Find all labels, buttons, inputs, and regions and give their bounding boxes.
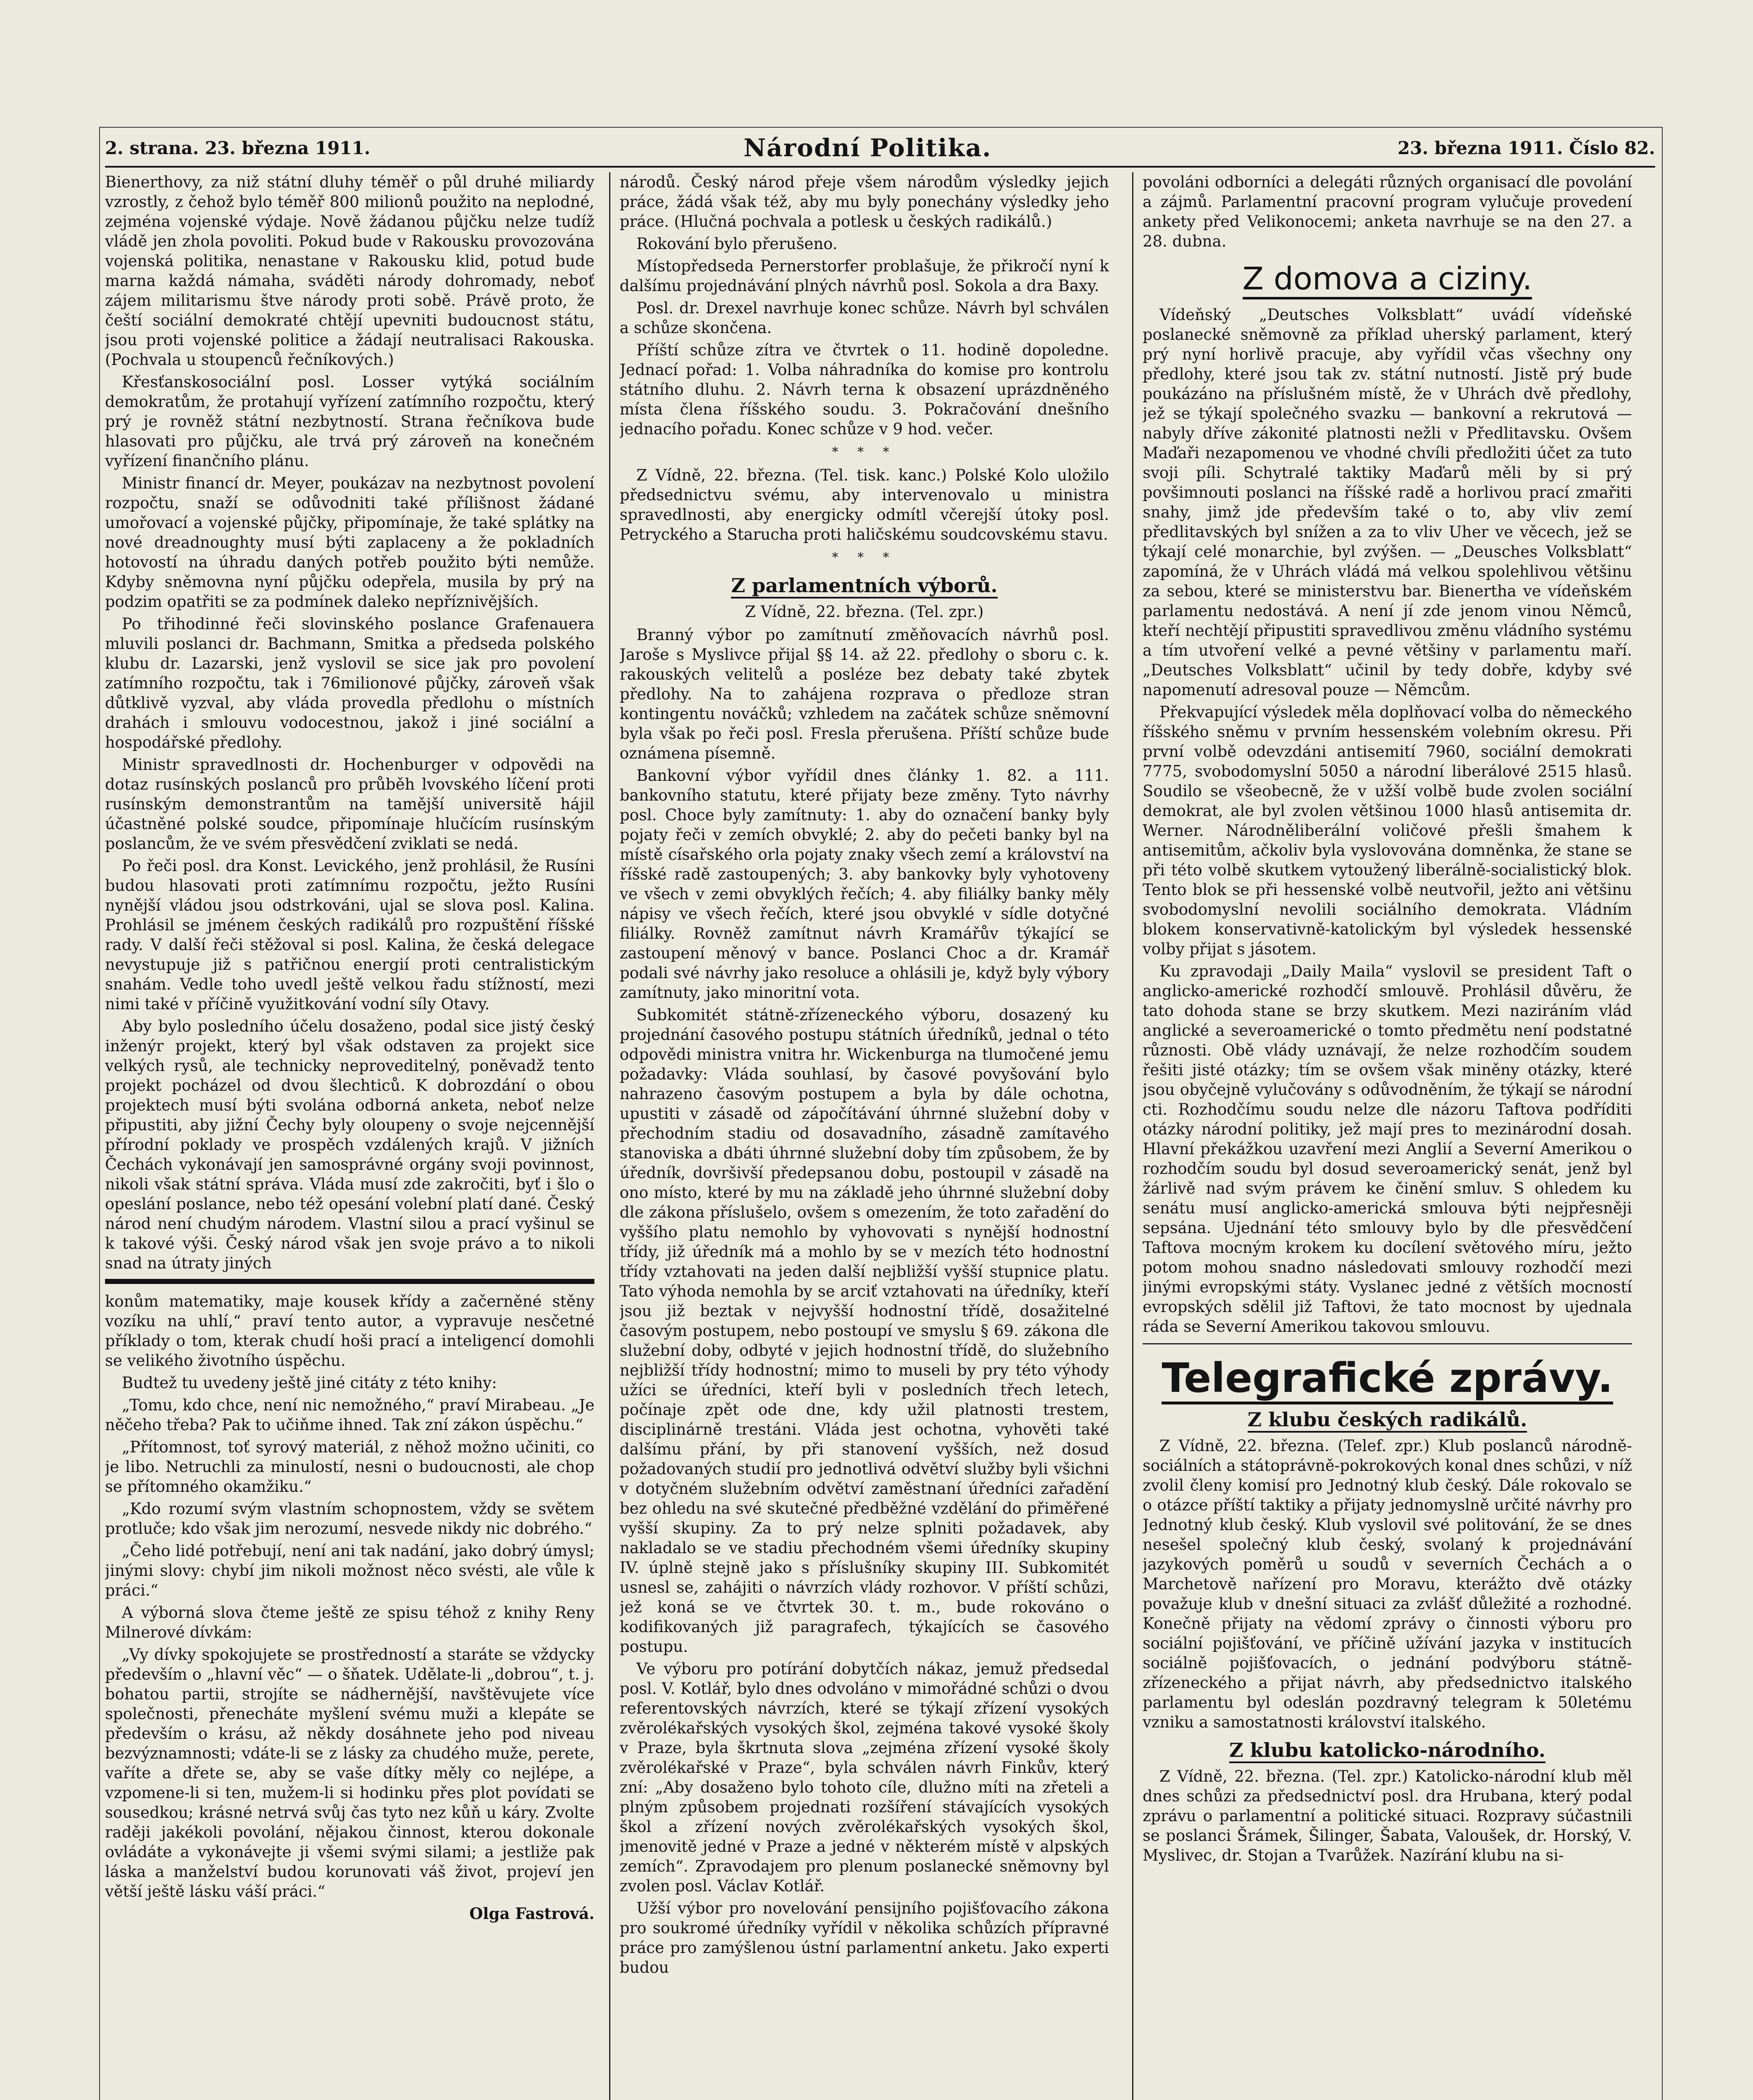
section-divider — [1143, 1343, 1632, 1344]
feuilleton-paragraph: „Vy dívky spokojujete se prostředností a staráte se vždycky především o „hlavní věc“ — o šňatek. Udělate-li „dobrou“, t. j. bohatou partii, strojíte se nádhernější, navštěvujete více společnosti, přenecháte myšlení svému muži a klepáte se především o krásu, až někdy dosáhnete jeho pod niveau bezvýznamnosti; vdáte-li se z lásky za chudého muže, perete, vaříte a dřete se, aby se vaše dítky měly co nejlépe, a vzpomene-li si ten, mužem-li si hodinku přes plot povídati se sousedkou; krásné netrvá svůj čas tyto nez kůň u káry. Zvolte raději jakékoli povolání, nějakou činnost, kterou dokonale ovládáte a vykonávejte ji všemi svými silami; a jestliže pak láska a manželství budou korunovati váš život, projeví jen větší ještě lásku váší práci.“ — [105, 1646, 594, 1900]
paragraph: Subkomitét státně-zřízeneckého výboru, dosazený ku projednání časového postupu státních úředníků, jednal o této odpovědi ministra vnitra hr. Wickenburga na tlumočené jemu požadavky: Vláda souhlasí, by časové povyšování bylo nahrazeno časovým postupem a byla by dále ochotna, upustiti v zásadě od zápočítávání úhrnné služební doby v přechodním stadiu od dosavadního, zásadně zamítavého stanoviska a dbáti úhrnné služební doby tím způsobem, že by úředník, dovršivší předepsanou dobu, postoupil v zásadě na ono místo, které by mu na základě jeho úhrnné služební doby dle zákona příslušelo, ovšem s omezením, že toto zařadění do vyššího platu nemohlo by vyhovovati s nynější hodnostní třídy, již úředník má a mohlo by se v mezích této hodnostní třídy vztahovati na jeden další nejbližší vyšší stupnice platu. Tato výhoda nemohla by se arciť vztahovati na úředníky, kteří jsou již beztak v nejvyšší hodnostní třídě, dosažitelné časovým postupem, nebo postoupí ve smyslu § 69. zákona dle služební doby, odbyté v jejich hodnostní třídě, do služebního nejbližší třídy hodnostní; mimo to museli by pry této výhody užíci se úředníci, kteří byli v posledních třech letech, počínaje zpět ode dne, kdy užil platnosti trestem, disciplinárně trestáni. Vláda jest ochotna, vyhověti také dalšímu přání, by při stanovení vyšších, než dosud požadovaných studií pro jednotlivá odvětví služby byli všichni v dotyčném služebním odvětví zaměstnaní úředníci zařadění bez ohledu na své skutečné předběžné vzdělání do přiměřené vyšší skupiny. Za to prý nelze splniti požadavek, aby nakladalo se ve stadiu přechodném všemi úředníky skupiny IV. úplně stejně jako s příslušníky skupiny III. Subkomitét usnesl se, zahájiti o návrzích vlády rozhovor. V příští schůzi, jež koná se ve čtvrtek 30. t. m., bude rokováno o kodifikovaných již paragrafech, týkajících se časového postupu. — [620, 1006, 1109, 1656]
section-heading-telegraph — [1143, 1354, 1632, 1402]
paragraph: Užší výbor pro novelování pensijního pojišťovacího zákona pro soukromé úředníky vyřídil v několika schůzích přípravné práce pro zamýšlenou ústní parlamentní anketu. Jako experti budou — [620, 1899, 1109, 1977]
paragraph: Bienerthovy, za niž státní dluhy téměř o půl druhé miliardy vzrostly, z čehož bylo téměř 800 milionů použito na neplodné, zejména vojenské výdaje. Nově žádanou půjčku nelze tudíž vládě jen zhola povoliti. Pokud bude v Rakousku provozována vojenská politika, nenastane v Rakousku klid, potud bude marna každá námaha, sváděti národy dohromady, neboť zájem militarismu štve národy proti sobě. Právě proto, že čeští sociální demokraté chtějí upevniti budoucnost státu, jsou proti vojenské politice a žádají neutralisaci Rakouska. (Pochvala u stoupenců řečníkových.) — [105, 173, 594, 369]
paragraph: národů. Český národ přeje všem národům výsledky jejich práce, žádá však též, aby mu byly ponechány výsledky jeho práce. (Hlučná pochvala a potlesk u českých radikálů.) — [620, 173, 1109, 231]
dateline: Z Vídně, 22. března. (Tel. zpr.) — [745, 603, 984, 621]
paragraph: Aby bylo posledního účelu dosaženo, podal sice jistý český inženýr projekt, který byl však odstaven za projekt sice velkých rysů, ale technicky neproveditelný, poněvadž tento projekt pocházel od dvou šlechticů. K dobrozdání o obou projektech musí býti svolána odborná anketa, neboť nelze připustiti, aby jižní Čechy byly oloupeny o svoje nejcennější přírodní poklady ve prospěch vzdálených krajů. V jižních Čechách vykonávají jen samosprávné orgány svoji povinnost, nikoli však státní správa. Vláda musí zde zakročiti, byť i šlo o opeslání poslance, nebo též opesání volební platí dané. Český národ není chudým národem. Vlastní silou a prací vyšinul se k takové výši. Český národ však jen svoje právo a to nikoli snad na útraty jiných — [105, 1017, 594, 1272]
paragraph: Rokování bylo přerušeno. — [636, 235, 838, 253]
feuilleton-paragraph: „Přítomnost, toť syrový materiál, z něhož možno učiniti, co je libo. Netruchli za minulostí, nesni o budoucnosti, ale chop se přítomného okamžiku.“ — [105, 1438, 594, 1496]
header-rule — [105, 166, 1655, 168]
feuilleton-paragraph: „Kdo rozumí svým vlastním schopnostem, vždy se světem protluče; kdo však jim nerozumí, nesvede nikdy nic dobrého.“ — [105, 1500, 594, 1538]
paragraph: Příští schůze zítra ve čtvrtek o 11. hodině dopoledne. Jednací pořad: 1. Volba náhradníka do komise pro kontrolu státního dluhu. 2. Návrh terna k obsazení uprázdněného místa člena říšského soudu. 3. Pokračování dnešního jednacího pořadu. Konec schůze v 9 hod. večer. — [620, 341, 1109, 438]
column-rule-2 — [1132, 172, 1133, 2100]
section-heading — [620, 572, 1109, 598]
feuilleton-paragraph: konům matematiky, maje kousek křídy a začerněné stěny vozíku na uhlí,“ praví tento autor, a vypravuje nesčetné příklady o tom, kterak chudí hoši prací a inteligencí domohli se velikého životního úspěchu. — [105, 1292, 594, 1370]
section-heading-domestic — [1143, 259, 1632, 299]
paragraph: povoláni odborníci a delegáti různých organisací dle povolání a zájmů. Parlamentní pracovní program vylučuje provedení ankety před Velikonocemi; anketa navrhuje se na den 27. a 28. dubna. — [1143, 173, 1632, 250]
feuilleton-paragraph: A výborná slova čteme ještě ze spisu téhož z knihy Reny Milnerové dívkám: — [105, 1604, 594, 1641]
feuilleton-paragraph: „Tomu, kdo chce, není nic nemožného,“ praví Mirabeau. „Je něčeho třeba? Pak to učiňme ihned. Tak zní zákon úspěchu.“ — [105, 1396, 594, 1434]
subheading — [1143, 1737, 1632, 1763]
paragraph: Branný výbor po zamítnutí změňovacích návrhů posl. Jaroše s Myslivce přijal §§ 14. až 22. předlohy o sboru c. k. rakouských velitelů a posléze bez debaty také zbytek předlohy. Na to zahájena rozprava o předloze stran kontingentu nováčků; vzhledem na začátek schůze sněmovní byla však po řeči posl. Fresla přerušena. Příští schůze bude oznámena písemně. — [620, 626, 1109, 762]
masthead-title: Národní Politika. — [744, 134, 992, 162]
section-stars: * * * — [832, 550, 897, 565]
paragraph: Po třihodinné řeči slovinského poslance Grafenauera mluvili poslanci dr. Bachmann, Smitka a předseda polského klubu dr. Lazarski, jenž vyslovil se sice jak pro povolení zatímního rozpočtu, tak i 76milionové půjčky, zároveň však důtklivě vyzval, aby vláda provedla předlohu o místních drahách i smlouvu vodocestnou, jakož i jiné sociální a hospodářské předlohy. — [105, 615, 594, 751]
column-2 — [620, 172, 1109, 2100]
feuilleton-paragraph: „Čeho lidé potřebují, není ani tak nadání, jako dobrý úmysl; jinými slovy: chybí jim nikoli možnost něco svésti, ale vůle k práci.“ — [105, 1542, 594, 1599]
subheading — [1143, 1407, 1632, 1433]
paragraph: Ku zpravodaji „Daily Maila“ vyslovil se president Taft o anglicko-americké rozhodčí smlouvě. Prohlásil důvěru, že tato dohoda stane se brzy skutkem. Mezi naziráním vlád anglické a severoamerické o tomto předmětu není podstatné různosti. Obě vlády uznávají, že nelze rozhodčím soudem řešiti jisté otázky; tím se ovšem však miněny otázky, které jsou obyčejně vylučovány s odůvodněním, že týkají se národní cti. Rozhodčímu soudu nelze dle názoru Taftova podříditi otázky národní politiky, jež mají pres to mezinárodní dosah. Hlavní překážkou uzavření mezi Anglií a Severní Amerikou o rozhodčím soudu byl dosud severoamerický senát, jenž byl žárlivě nad svým právem ke činění smluv. S ohledem ku senátu musí anglicko-americká smlouva býti nejpřesněji sepsána. Ujednání této smlouvy bylo by dle přesvědčení Taftova mocným krokem ku docílení světového míru, ježto potom mohou snadno následovati smlouvy rozhodčí mezi jinými evropskými státy. Vyslanec jedné z větších mocností evropských sdělil již Taftovi, že tato mocnost by ujednala ráda se Severní Amerikou takovou smlouvu. — [1143, 962, 1632, 1336]
feuilleton-divider — [105, 1279, 594, 1284]
paragraph: Vídeňský „Deutsches Volksblatt“ uvádí vídeňské poslanecké sněmovně za příklad uherský parlament, který prý nyní horlivě pracuje, aby vyřídil včas všechny ony předlohy, které jsou tak zv. státní nutností. Jistě prý bude poukázáno na příslušném místě, že v Uhrách dvě předlohy, jež se týkají společného svazku — bankovní a rekrutová — nabyly dříve zákonité platnosti nežli v Předlitavsku. Ovšem Maďaři nezapomenou ve vhodné chvíli předložiti účet za tuto svoji píli. Schytralé taktiky Maďarů měli by si prý povšimnouti poslanci na říšské radě a horlivou prací zmařiti snahy, jimž jde především také o to, aby vliv zemí předlitavských byl snížen a za to vliv Uher ve věcech, jež se týkají celé monarchie, byl zvýšen. — „Deusches Volksblatt“ zapomíná, že v Uhrách vládá má velkou spolehlivou většinu za sebou, které se ministerstvu bar. Bienertha ve vídeňském parlamentu nedostává. A není jí zde jenom vinou Němců, kteří nechtějí připustiti spravedlivou změnu vládního systému a tím utvoření velké a pevné většiny v parlamentu maří. „Deutsches Volksblatt“ učinil by tedy dobře, kdyby své napomenutí adresoval pouze — Němcům. — [1143, 306, 1632, 699]
paragraph: Posl. dr. Drexel navrhuje konec schůze. Návrh byl schválen a schůze skončena. — [620, 299, 1109, 337]
heading-text: Z parlamentních výborů. — [731, 574, 997, 598]
page-header — [105, 134, 1655, 167]
paragraph: Křesťanskosociální posl. Losser vytýká sociálním demokratům, že protahují vyřízení zatímního rozpočtu, který prý je rovněž státní nezbytností. Strana řečníkova bude hlasovati pro půjčku, ale trvá prý zároveň na konečném vyřízení finančního plánu. — [105, 373, 594, 470]
author-signature: Olga Fastrová. — [469, 1904, 594, 1923]
paragraph: Ve výboru pro potírání dobytčích nákaz, jemuž předsedal posl. V. Kotlář, bylo dnes odvoláno v mimořádné schůzi o dvou referentovských návrzích, které se týkají zřízení vysokých zvěrolékařských vysokých škol, zejména takové vysoké školy v Praze, byla škrtnuta slova „zejména zřízení vysoké školy zvěrolékařské v Praze“, byla schválen návrh Finkův, který zní: „Aby dosaženo bylo tohoto cíle, dlužno míti na zřeteli a plným způsobem projednati rozšíření stávajících vysokých škol a zřízení nových zvěrolékařských vysokých škol, jmenovitě jedné v Praze a jedné v některém místě v alpských zemích“. Zpravodajem pro plenum poslanecké sněmovny byl zvolen posl. Václav Kotlář. — [620, 1660, 1109, 1895]
heading-text: Z domova a ciziny. — [1243, 261, 1532, 299]
column-1 — [105, 172, 594, 2100]
paragraph: Po řeči posl. dra Konst. Levického, jenž prohlásil, že Rusíni budou hlasovati proti zatímnímu rozpočtu, ježto Rusíni nynější vládou jsou odstrkováni, ujal se slova posl. Kalina. Prohlásil se jménem českých radikálů pro rozpuštění říšské rady. V další řeči stěžoval si posl. Kalina, že česká delegace nevystupuje již s patřičnou energií proti centralistickým snahám. Vedle toho uvedl ještě velkou řadu stížností, mezi nimi také v příčině využitkování vodní síly Otavy. — [105, 857, 594, 1013]
paragraph: Ministr financí dr. Meyer, poukázav na nezbytnost povolení rozpočtu, snaží se odůvodniti také přílišnost žádané umořovací a vojenské půjčky, připomínaje, že také splátky na nové dreadnoughty musí býti zaplaceny a že pokladních hotovostí na úhradu daných potřeb použito býti nemůže. Kdyby sněmovna nyní půjčku odepřela, musila by prý na podzim opatřiti se za podmínek daleko nepříznivějších. — [105, 474, 594, 611]
paragraph: Bankovní výbor vyřídil dnes články 1. 82. a 111. bankovního statutu, které přijaty beze změny. Tyto návrhy posl. Choce byly zamítnuty: 1. aby do označení banky byly pojaty řeči v zemích obvyklé; 2. aby do pečeti banky byl na místě císařského orla pojaty znaky všech zemí a království na říšské radě zastoupených; 3. aby bankovky byly vyhotoveny ve všech v zemi obvyklých řečích; 4. aby filiálky banky měly nápisy ve všech řečích, které jsou obvyklé v sídle dotyčné filiálky. Rovněž zamítnut návrh Kramářův týkající se zastoupení měnový v bance. Poslanci Choc a dr. Kramář podali své návrhy jako resoluce a ohlásili je, když byly výbory zamítnuty, jako minoritní vota. — [620, 766, 1109, 1002]
paragraph: Z Vídně, 22. března. (Telef. zpr.) Klub poslanců národně-sociálních a státoprávně-pokrokových konal dnes schůzi, v níž zvolil členy komisí pro Jednotný klub český. Dále rokovalo se o otázce příští taktiky a přijaty jednomyslně určité návrhy pro Jednotný klub český. Klub vyslovil své politování, že se dnes nesešel společný klub český, svolaný k projednávání jazykových poměrů u soudů v severních Čechách a o Marchetově nařízení pro Moravu, kterážto dvě otázky považuje klub v dnešní situaci za zvlášť důležité a rozhodné. Konečně přijaty na vědomí zprávy o činnosti výboru pro sociální pojišťování, ve příčině užívání jazyka v institucích sociálně pojišťovacích, o jednání podvýboru státně-zřízeneckého a přijat návrh, aby předsednictvo italského parlamentu byl odeslán pozdravný telegram k 50letému vzniku a samostatnosti království italského. — [1143, 1437, 1632, 1731]
paragraph: Překvapující výsledek měla doplňovací volba do německého říšského sněmu v prvním hessenském volebním okresu. Při první volbě odevzdáni antisemití 7960, sociální demokrati 7775, svobodomyslní 5050 a národní liberálové 2515 hlasů. Soudilo se všeobecně, že v užší volbě bude zvolen sociální demokrat, ale byl zvolen většinou 1000 hlasů antisemita dr. Werner. Národněliberální voličové přešli šmahem k antisemitům, ačkoliv byla vyslovována domněnka, že stane se při této volbě skutkem vytoužený liberálně-socialistický blok. Tento blok se při hessenské volbě neutvořil, ježto ani většinu svobodomyslní nevolili sociálního demokrata. Vládním blokem konservativně-katolickým byl výsledek hessenské volby přijat s jásotem. — [1143, 703, 1632, 958]
header-date-issue: 23. března 1911. Číslo 82. — [1398, 138, 1655, 158]
paragraph: Místopředseda Pernerstorfer problašuje, že přikročí nyní k dalšímu projednávání plných návrhů posl. Sokola a dra Baxy. — [620, 257, 1109, 295]
heading-text: Telegrafické zprávy. — [1162, 1354, 1613, 1404]
paragraph: Z Vídně, 22. března. (Tel. zpr.) Katolicko-národní klub měl dnes schůzi za předsednictví posl. dra Hrubana, který podal zprávu o parlamentní a politické situaci. Rozpravy súčastnili se poslanci Šrámek, Šilinger, Šabata, Valoušek, dr. Horský, V. Myslivec, dr. Stojan a Tvarůžek. Nazírání klubu na si- — [1143, 1767, 1632, 1864]
section-stars: * * * — [832, 445, 897, 459]
paragraph: Z Vídně, 22. března. (Tel. tisk. kanc.) Polské Kolo uložilo předsednictvu svému, aby intervenovalo u ministra spravedlnosti, aby energicky odmítl včerejší útoky posl. Petryckého a Staruchа proti haličskému soudcovskému stavu. — [620, 466, 1109, 543]
paragraph: Ministr spravedlnosti dr. Hochenburger v odpovědi na dotaz rusínských poslanců pro průběh lvovského líčení proti rusínským demonstrantům na tamější universitě hájil účastněné polské soudce, připomínaje hlučícím rusínským poslancům, že ve svém přesvědčení zviklati se nedá. — [105, 756, 594, 853]
column-3 — [1143, 172, 1632, 2100]
feuilleton-paragraph: Budtež tu uvedeny ještě jiné citáty z této knihy: — [122, 1374, 497, 1392]
heading-text: Z klubu katolicko-národního. — [1229, 1739, 1545, 1763]
heading-text: Z klubu českých radikálů. — [1248, 1408, 1527, 1433]
header-date-left: 2. strana. 23. března 1911. — [105, 138, 371, 158]
column-rule-1 — [609, 172, 610, 2100]
